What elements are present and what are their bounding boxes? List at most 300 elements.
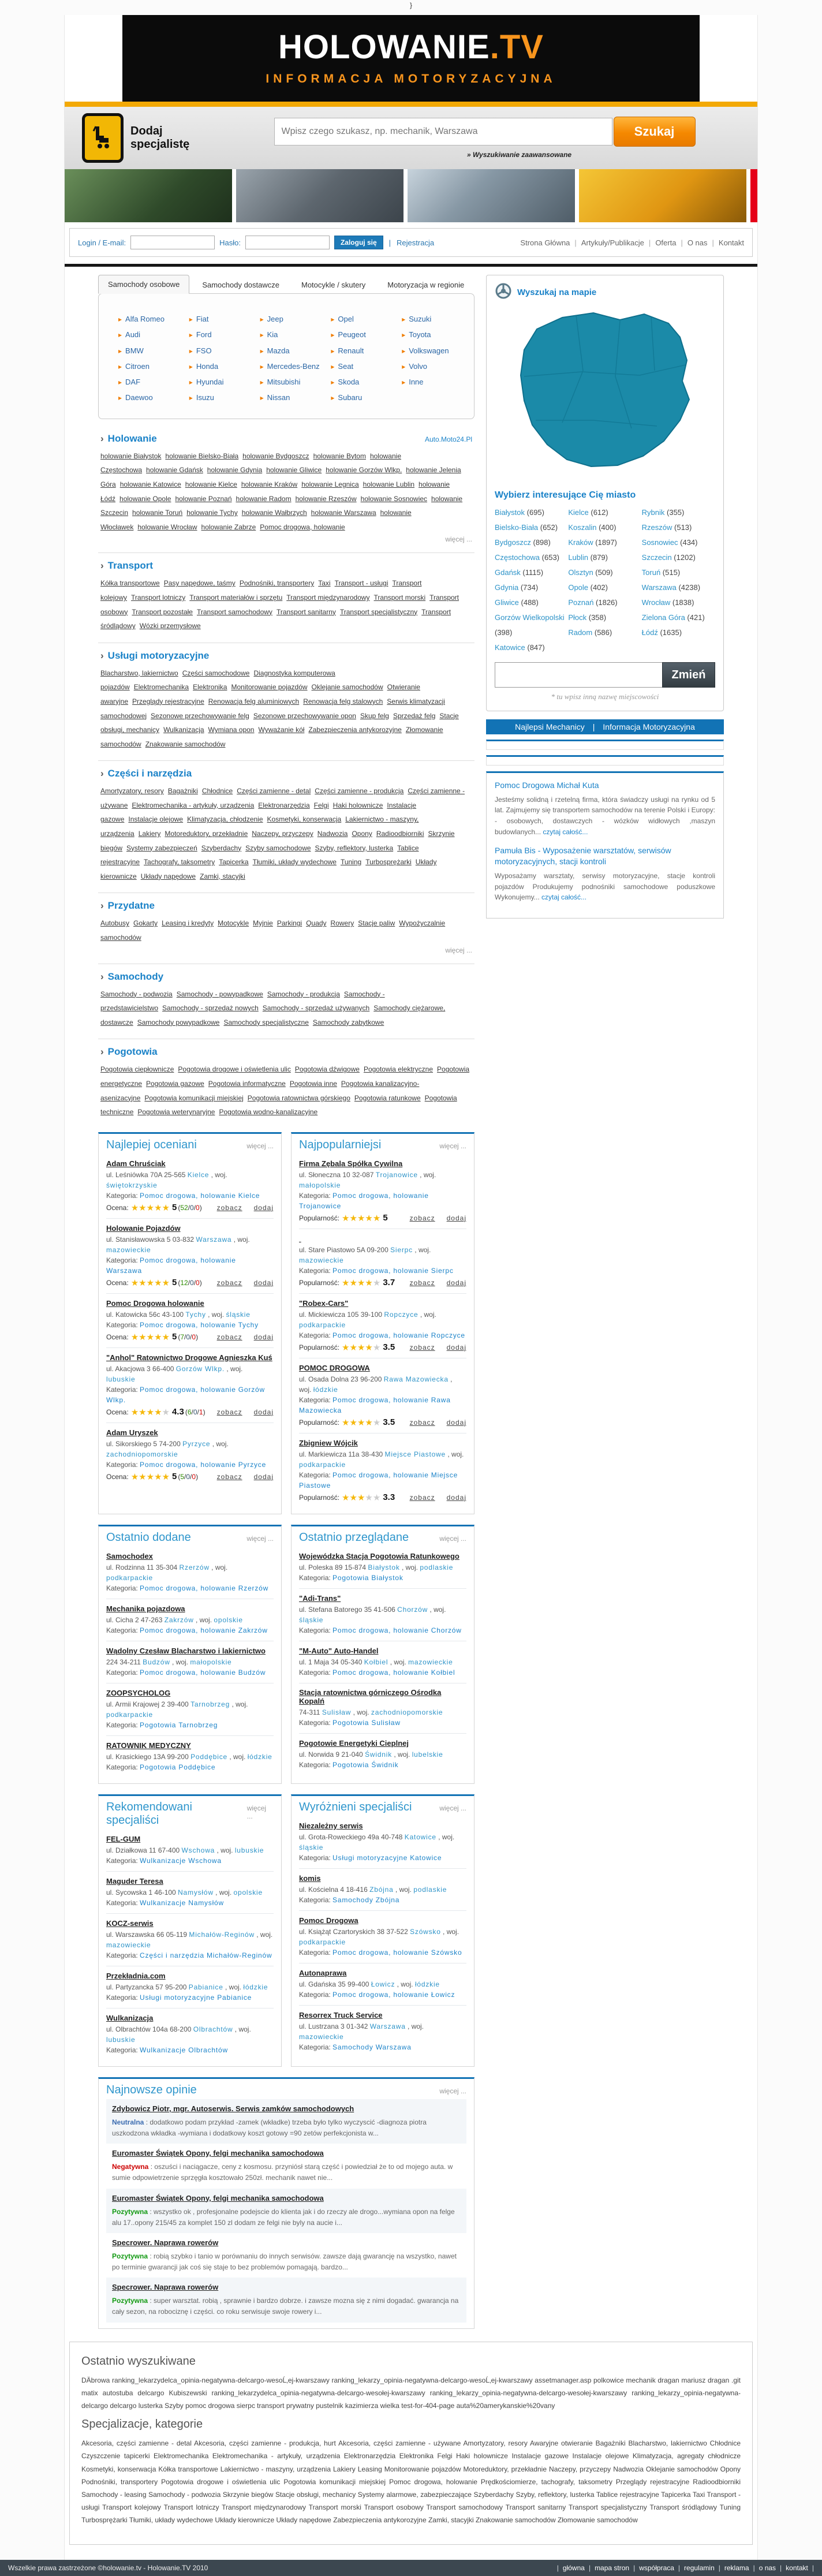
listing-region-link[interactable]: śląskie <box>226 1310 251 1319</box>
listing-name[interactable]: Firma Zębala Spółka Cywilna <box>299 1159 403 1168</box>
add-opinion-link[interactable]: dodaj <box>253 1472 274 1481</box>
listing-region-link[interactable]: mazowieckie <box>299 1256 344 1264</box>
city-link[interactable]: Gorzów Wielkopolski <box>495 613 565 622</box>
top-nav-link[interactable]: O nas <box>687 238 708 247</box>
view-link[interactable]: zobacz <box>409 1214 435 1222</box>
listing-region-link[interactable]: mazowieckie <box>106 1245 151 1254</box>
brand-item[interactable] <box>331 390 393 405</box>
listing-category-link[interactable]: Pomoc drogowa, holowanie Tychy <box>140 1320 259 1329</box>
brand-link[interactable]: Renault <box>338 346 364 355</box>
add-opinion-link[interactable]: dodaj <box>446 1418 466 1427</box>
listing-region-link[interactable]: śląskie <box>299 1615 324 1624</box>
section-link[interactable]: Pogotowia inne <box>289 1080 337 1088</box>
listing-region-link[interactable]: lubuskie <box>106 2035 136 2044</box>
section-link[interactable]: Parkingi <box>277 919 302 928</box>
city-link[interactable]: Kraków <box>568 538 593 547</box>
section-link[interactable]: holowanie Wrocław <box>137 522 197 531</box>
listing-category-link[interactable]: Pogotowia Tarnobrzeg <box>140 1720 218 1729</box>
listing-city-link[interactable]: Katowice <box>404 1832 436 1841</box>
section-link[interactable]: Pomoc drogowa, holowanie <box>260 522 345 531</box>
listing-city-link[interactable]: Rawa Mazowiecka <box>383 1375 449 1383</box>
section-link[interactable]: Pogotowia komunikacji miejskiej <box>144 1093 244 1102</box>
listing-city-link[interactable]: Tychy <box>185 1310 206 1319</box>
section-link[interactable]: Elektromechanika - artykuły, urządzenia <box>132 801 255 809</box>
top-nav-link[interactable]: Strona Główna <box>520 238 570 247</box>
section-link[interactable]: Samochody - powypadkowe <box>176 990 263 998</box>
section-link[interactable]: holowanie Toruń <box>132 509 183 517</box>
add-opinion-link[interactable]: dodaj <box>446 1214 466 1222</box>
add-opinion-link[interactable]: dodaj <box>446 1278 466 1287</box>
listing-region-link[interactable]: lubuskie <box>106 1375 136 1383</box>
section-link[interactable]: Tłumiki, układy wydechowe <box>252 858 337 867</box>
listing-name[interactable]: ZOOPSYCHOLOG <box>106 1688 171 1697</box>
section-link[interactable]: Transport materiałów i sprzętu <box>189 593 283 602</box>
listing-name[interactable]: Stacja ratownictwa górniczego Ośrodka Kopalń <box>299 1688 442 1705</box>
section-link[interactable]: Myjnie <box>253 919 273 928</box>
brand-link[interactable]: BMW <box>125 346 144 355</box>
listing-name[interactable]: Zbigniew Wójcik <box>299 1438 358 1447</box>
add-opinion-link[interactable]: dodaj <box>446 1493 466 1502</box>
section-link[interactable]: Części zamienne - produkcja <box>315 787 404 796</box>
add-opinion-link[interactable]: dodaj <box>253 1408 274 1416</box>
brand-item[interactable] <box>189 343 251 359</box>
listing-name[interactable]: Holowanie Pojazdów <box>106 1223 181 1233</box>
section-link[interactable]: Leasing i kredyty <box>162 919 214 928</box>
more-link[interactable]: więcej ... <box>439 1534 466 1543</box>
section-link[interactable]: Systemy zabezpieczeń <box>126 843 197 852</box>
listing-category-link[interactable]: Wulkanizacje Olbrachtów <box>140 2045 228 2054</box>
section-link[interactable]: Kółka transportowe <box>100 579 160 588</box>
section-link[interactable]: Motoreduktory, przekładnie <box>165 830 248 838</box>
listing-region-link[interactable]: podlaskie <box>413 1885 447 1894</box>
brand-link[interactable]: Honda <box>196 361 219 371</box>
listing-city-link[interactable]: Szówsko <box>410 1927 441 1936</box>
listing-category-link[interactable]: Pomoc drogowa, holowanie Miejsce Piastowe <box>299 1470 458 1489</box>
brand-link[interactable]: Opel <box>338 315 354 323</box>
section-link[interactable]: holowanie Szczecin <box>100 494 463 517</box>
section-link[interactable]: holowanie Gdynia <box>207 466 263 475</box>
brand-item[interactable] <box>402 311 464 327</box>
listing-city-link[interactable]: Łowicz <box>371 1980 395 1988</box>
listing-category-link[interactable]: Pomoc drogowa, holowanie Zakrzów <box>140 1626 268 1634</box>
section-link[interactable]: holowanie Gorzów Wlkp. <box>326 466 402 475</box>
section-link[interactable]: holowanie Kraków <box>241 480 298 488</box>
section-link[interactable]: Radioodbiorniki <box>376 830 424 838</box>
listing-region-link[interactable]: lubelskie <box>412 1750 443 1759</box>
section-link[interactable]: Klimatyzacja, chłodzenie <box>187 815 263 824</box>
tab-2[interactable]: Samochody dostawcze <box>202 281 279 289</box>
section-link[interactable]: Opony <box>352 830 372 838</box>
brand-item[interactable] <box>118 359 180 374</box>
opinion-company-link[interactable]: Euromaster Świątek Opony, felgi mechanika samochodowa <box>112 2193 324 2202</box>
listing-region-link[interactable]: podkarpackie <box>299 1937 346 1946</box>
opinion-company-link[interactable]: Specrower. Naprawa rowerów <box>112 2238 219 2247</box>
brand-link[interactable]: Volvo <box>409 361 428 371</box>
listing-region-link[interactable]: świętokrzyskie <box>106 1181 158 1189</box>
city-link[interactable]: Warszawa <box>641 583 677 592</box>
section-link[interactable]: Części zamienne - używane <box>100 787 465 809</box>
top-nav-link[interactable]: Oferta <box>655 238 677 247</box>
city-link[interactable]: Koszalin <box>568 523 597 532</box>
section-link[interactable]: holowanie Włocławek <box>100 509 412 531</box>
section-link[interactable]: Pogotowia kanalizacyjno-asenizacyjne <box>100 1080 420 1102</box>
section-link[interactable]: holowanie Zabrze <box>201 522 256 531</box>
section-link[interactable]: Transport lotniczy <box>131 593 186 602</box>
more-link[interactable]: więcej ... <box>246 1804 267 1820</box>
view-link[interactable]: zobacz <box>409 1278 435 1287</box>
section-link[interactable]: Znakowanie samochodów <box>145 740 226 748</box>
brand-link[interactable]: Seat <box>338 361 354 371</box>
section-link[interactable]: Samochody - podwozia <box>100 990 173 998</box>
section-link[interactable]: Transport kolejowy <box>100 579 422 602</box>
listing-region-link[interactable]: mazowieckie <box>299 2032 344 2041</box>
article-title[interactable]: Pomoc Drogowa Michał Kuta <box>495 781 599 790</box>
listing-region-link[interactable]: podkarpackie <box>299 1320 346 1329</box>
opinion-company-link[interactable]: Zdybowicz Piotr, mgr. Autoserwis. Serwis zamków samochodowych <box>112 2104 354 2113</box>
listing-city-link[interactable]: Olbrachtów <box>193 2025 233 2033</box>
section-link[interactable]: Sezonowe przechowywanie opon <box>253 711 356 720</box>
brand-link[interactable]: Alfa Romeo <box>125 315 165 323</box>
section-link[interactable]: Bagażniki <box>167 787 198 796</box>
section-link[interactable]: Quady <box>306 919 327 928</box>
section-link[interactable]: Amortyzatory, resory <box>100 787 164 796</box>
section-link[interactable]: Nadwozia <box>317 830 348 838</box>
section-link[interactable]: holowanie Gdańsk <box>146 466 203 475</box>
brand-link[interactable]: Ford <box>196 330 212 339</box>
section-link[interactable]: Sprzedaż felg <box>393 711 436 720</box>
section-link[interactable]: Części samochodowe <box>182 669 250 677</box>
city-link[interactable]: Gdynia <box>495 583 519 592</box>
listing-name[interactable]: komis <box>299 1873 321 1883</box>
brand-link[interactable]: Fiat <box>196 315 209 323</box>
brand-link[interactable]: Isuzu <box>196 393 214 402</box>
section-link[interactable]: Samochody powypadkowe <box>137 1018 220 1026</box>
brand-link[interactable]: Citroen <box>125 361 150 371</box>
listing-region-link[interactable]: małopolskie <box>190 1657 232 1666</box>
section-link[interactable]: Transport pozostałe <box>132 607 193 616</box>
listing-region-link[interactable]: podlaskie <box>420 1563 454 1571</box>
brand-link[interactable]: FSO <box>196 346 212 355</box>
section-title[interactable]: Holowanie <box>107 432 157 444</box>
listing-city-link[interactable]: Białystok <box>368 1563 400 1571</box>
brand-item[interactable] <box>118 343 180 359</box>
city-link[interactable]: Poznań <box>568 598 594 607</box>
listing-name[interactable]: KOCZ-serwis <box>106 1918 154 1928</box>
listing-name[interactable]: "M-Auto" Auto-Handel <box>299 1646 379 1655</box>
tab-3[interactable]: Motocykle / skutery <box>301 281 366 289</box>
city-link[interactable]: Rzeszów <box>641 523 672 532</box>
section-link[interactable]: Przeglądy rejestracyjne <box>132 697 204 705</box>
listing-category-link[interactable]: Pomoc drogowa, holowanie Warszawa <box>106 1256 236 1275</box>
section-link[interactable]: holowanie Bielsko-Biała <box>165 451 239 460</box>
listing-category-link[interactable]: Pomoc drogowa, holowanie Kołbiel <box>332 1668 455 1677</box>
listing-region-link[interactable]: opolskie <box>233 1888 263 1896</box>
section-link[interactable]: holowanie Kielce <box>185 480 237 488</box>
section-link[interactable]: Wypożyczalnie samochodów <box>100 919 446 942</box>
view-link[interactable]: zobacz <box>409 1493 435 1502</box>
listing-category-link[interactable]: Usługi motoryzacyjne Katowice <box>332 1853 442 1862</box>
article-title[interactable]: Pamuła Bis - Wyposażenie warsztatów, serwisów motoryzacyjnych, stacji kontroli <box>495 846 671 867</box>
listing-city-link[interactable]: Miejsce Piastowe <box>384 1450 446 1458</box>
tab-4[interactable]: Motoryzacja w regionie <box>387 281 465 289</box>
section-link[interactable]: Haki holownicze <box>332 801 383 809</box>
section-link[interactable]: Pogotowia drogowe i oświetlenia ulic <box>178 1065 291 1074</box>
listing-category-link[interactable]: Pomoc drogowa, holowanie Gorzów Wlkp. <box>106 1385 265 1404</box>
section-link[interactable]: Samochody - przedstawicielstwo <box>100 990 385 1013</box>
section-link[interactable]: holowanie Warszawa <box>311 509 376 517</box>
section-link[interactable]: Złomowanie samochodów <box>100 726 443 748</box>
poland-map[interactable] <box>495 307 715 483</box>
listing-city-link[interactable]: Kielce <box>187 1170 210 1179</box>
listing-category-link[interactable]: Pogotowia Białystok <box>332 1573 403 1582</box>
section-link[interactable]: holowanie Jelenia Góra <box>100 466 461 488</box>
listing-category-link[interactable]: Części i narzędzia Michałów-Reginów <box>140 1951 272 1959</box>
brand-link[interactable]: Subaru <box>338 393 363 402</box>
add-specialist-button[interactable] <box>82 113 229 163</box>
section-link[interactable]: Tuning <box>340 858 362 867</box>
listing-name[interactable]: Wojewódzka Stacja Pogotowia Ratunkowego <box>299 1551 459 1560</box>
section-link[interactable]: Wymiana opon <box>208 726 255 734</box>
city-link[interactable]: Szczecin <box>641 553 672 562</box>
brand-link[interactable]: Suzuki <box>409 315 432 323</box>
section-link[interactable]: Kosmetyki, konserwacja <box>267 815 342 824</box>
view-link[interactable]: zobacz <box>409 1418 435 1427</box>
section-link[interactable]: Pogotowia elektryczne <box>363 1065 434 1074</box>
listing-city-link[interactable]: Zbójna <box>369 1885 394 1894</box>
section-link[interactable]: Pogotowia dźwigowe <box>294 1065 360 1074</box>
opinion-company-link[interactable]: Specrower. Naprawa rowerów <box>112 2283 219 2292</box>
more-link[interactable]: więcej ... <box>246 1141 274 1150</box>
city-link[interactable]: Olsztyn <box>568 568 593 577</box>
section-link[interactable]: Transport morski <box>373 593 426 602</box>
section-link[interactable]: holowanie Lublin <box>363 480 415 488</box>
brand-item[interactable] <box>260 359 322 374</box>
site-logo[interactable] <box>278 28 544 66</box>
section-link[interactable]: Instalacje olejowe <box>128 815 184 824</box>
brand-item[interactable] <box>331 311 393 327</box>
city-link[interactable]: Lublin <box>568 553 589 562</box>
section-link[interactable]: Wulkanizacja <box>163 726 204 734</box>
listing-city-link[interactable]: Pabianice <box>188 1983 223 1991</box>
section-link[interactable]: holowanie Bytom <box>313 451 366 460</box>
listing-name[interactable]: Przekładnia.com <box>106 1971 166 1980</box>
footer-link[interactable]: główna <box>562 2563 585 2572</box>
listing-name[interactable] <box>299 1234 301 1243</box>
section-link[interactable]: Transport międzynarodowy <box>286 593 370 602</box>
listing-category-link[interactable]: Pomoc drogowa, holowanie Łowicz <box>332 1990 455 1999</box>
read-more-link[interactable]: czytaj całość... <box>541 893 587 902</box>
section-link[interactable]: Tablice rejestracyjne <box>100 843 419 867</box>
listing-category-link[interactable]: Pomoc drogowa, holowanie Rawa Mazowiecka <box>299 1395 451 1414</box>
footer-link[interactable]: regulamin <box>684 2563 715 2572</box>
section-link[interactable]: Autobusy <box>100 919 130 928</box>
view-link[interactable]: zobacz <box>216 1203 242 1212</box>
section-title[interactable]: Usługi motoryzacyjne <box>107 649 210 661</box>
listing-city-link[interactable]: Sulisław <box>322 1708 352 1716</box>
more-link[interactable]: więcej ... <box>246 1534 274 1543</box>
listing-region-link[interactable]: mazowieckie <box>408 1657 453 1666</box>
more-link[interactable]: więcej ... <box>445 946 472 954</box>
city-link[interactable]: Płock <box>568 613 587 622</box>
section-link[interactable]: Samochody zabytkowe <box>312 1018 384 1026</box>
section-link[interactable]: Pogotowia wodno-kanalizacyjne <box>219 1108 318 1117</box>
listing-region-link[interactable]: śląskie <box>299 1843 324 1851</box>
section-link[interactable]: Pasy napędowe, taśmy <box>163 579 236 588</box>
listing-city-link[interactable]: Świdnik <box>365 1750 393 1759</box>
listing-category-link[interactable]: Pogotowia Świdnik <box>332 1760 399 1769</box>
section-link[interactable]: holowanie Częstochowa <box>100 451 401 475</box>
brand-item[interactable] <box>260 374 322 390</box>
listing-category-link[interactable]: Pomoc drogowa, holowanie Budzów <box>140 1668 266 1677</box>
section-link[interactable]: Samochody - sprzedaż używanych <box>262 1004 370 1013</box>
section-link[interactable]: Lakiery <box>138 830 161 838</box>
listing-city-link[interactable]: Zakrzów <box>164 1615 194 1624</box>
section-link[interactable]: Otwieranie awaryjne <box>100 683 420 705</box>
section-link[interactable]: Sezonowe przechowywanie felg <box>151 711 249 720</box>
section-link[interactable]: Transport specjalistyczny <box>339 607 418 616</box>
section-link[interactable]: Rowery <box>330 919 354 928</box>
listing-name[interactable]: "Robex-Cars" <box>299 1298 349 1308</box>
section-link[interactable]: Samochody ciężarowe, dostawcze <box>100 1004 446 1026</box>
section-link[interactable]: Pogotowia energetyczne <box>100 1065 470 1088</box>
section-link[interactable]: Elektronarzędzia <box>258 801 310 809</box>
footer-link[interactable]: reklama <box>724 2563 749 2572</box>
section-link[interactable]: Szyberdachy <box>201 843 242 852</box>
section-link[interactable]: Lakiernictwo - maszyny, urządzenia <box>100 815 419 838</box>
section-link[interactable]: Naczepy, przyczepy <box>252 830 313 838</box>
add-opinion-link[interactable]: dodaj <box>253 1203 274 1212</box>
listing-name[interactable]: Adam Uryszek <box>106 1428 158 1437</box>
section-link[interactable]: Felgi <box>313 801 329 809</box>
section-link[interactable]: Stacje obsługi, mechanicy <box>100 711 459 734</box>
listing-category-link[interactable]: Pomoc drogowa, holowanie Ropczyce <box>332 1331 465 1339</box>
listing-region-link[interactable]: łódzkie <box>313 1385 338 1394</box>
section-link[interactable]: Motocykle <box>218 919 249 928</box>
listing-region-link[interactable]: opolskie <box>214 1615 243 1624</box>
section-link[interactable]: holowanie Bydgoszcz <box>242 451 309 460</box>
city-link[interactable]: Łódź <box>641 628 658 637</box>
city-link[interactable]: Bielsko-Biała <box>495 523 539 532</box>
brand-link[interactable]: Jeep <box>267 315 283 323</box>
section-link[interactable]: Renowacja felg aluminiowych <box>208 697 300 705</box>
section-title[interactable]: Samochody <box>107 970 164 982</box>
listing-name[interactable]: Resorrex Truck Service <box>299 2010 383 2019</box>
listing-category-link[interactable]: Wulkanizacje Namysłów <box>140 1898 224 1907</box>
search-button[interactable]: Szukaj <box>614 117 696 147</box>
listing-region-link[interactable]: lubuskie <box>234 1846 264 1854</box>
listing-city-link[interactable]: Trojanowice <box>375 1170 418 1179</box>
brand-link[interactable]: Toyota <box>409 330 431 339</box>
footer-link[interactable]: współpraca <box>639 2563 674 2572</box>
listing-region-link[interactable]: łódzkie <box>247 1752 272 1761</box>
brand-item[interactable] <box>260 327 322 342</box>
brand-link[interactable]: Audi <box>125 330 141 339</box>
section-link[interactable]: Gokarty <box>133 919 158 928</box>
section-link[interactable]: Oklejanie samochodów <box>311 683 383 692</box>
section-link[interactable]: holowanie Katowice <box>119 480 181 488</box>
listing-city-link[interactable]: Warszawa <box>196 1235 232 1244</box>
section-link[interactable]: Skup felg <box>360 711 389 720</box>
section-link[interactable]: Układy kierownicze <box>100 858 437 880</box>
section-link[interactable]: Pogotowia gazowe <box>146 1080 204 1088</box>
section-link[interactable]: holowanie Wałbrzych <box>241 509 307 517</box>
brand-item[interactable] <box>402 374 464 390</box>
listing-city-link[interactable]: Chorzów <box>397 1605 428 1614</box>
brand-item[interactable] <box>402 359 464 374</box>
listing-name[interactable]: Niezależny serwis <box>299 1821 363 1830</box>
section-link[interactable]: Renowacja felg stalowych <box>303 697 383 705</box>
listing-region-link[interactable]: mazowieckie <box>106 1940 151 1949</box>
section-link[interactable]: Taxi <box>318 579 331 588</box>
brand-item[interactable] <box>402 343 464 359</box>
section-link[interactable]: Elektromechanika <box>133 683 189 692</box>
section-link[interactable]: Pogotowia ciepłownicze <box>100 1065 174 1074</box>
read-more-link[interactable]: czytaj całość... <box>543 827 588 836</box>
brand-link[interactable]: Inne <box>409 378 424 387</box>
section-link[interactable]: Transport samochodowy <box>196 607 272 616</box>
section-link[interactable]: Skrzynie biegów <box>100 830 455 852</box>
listing-name[interactable]: "Adi-Trans" <box>299 1593 341 1603</box>
section-link[interactable]: holowanie Białystok <box>100 451 162 460</box>
section-link[interactable]: Wózki przemysłowe <box>139 622 201 630</box>
section-link[interactable]: Układy napędowe <box>140 872 196 880</box>
section-link[interactable]: holowanie Gliwice <box>266 466 322 475</box>
city-link[interactable]: Częstochowa <box>495 553 540 562</box>
listing-category-link[interactable]: Pomoc drogowa, holowanie Szówsko <box>332 1948 462 1957</box>
city-link[interactable]: Kielce <box>568 508 589 517</box>
section-link[interactable]: holowanie Sosnowiec <box>360 494 428 503</box>
listing-name[interactable]: Wądolny Czesław Blacharstwo i lakiernictwo <box>106 1646 266 1655</box>
listing-category-link[interactable]: Samochody Warszawa <box>332 2043 412 2051</box>
brand-item[interactable] <box>331 327 393 342</box>
city-link[interactable]: Katowice <box>495 643 525 652</box>
listing-city-link[interactable]: Tarnobrzeg <box>190 1700 230 1708</box>
city-link[interactable]: Radom <box>568 628 593 637</box>
section-link[interactable]: Szyby samochodowe <box>245 843 311 852</box>
opinion-company-link[interactable]: Euromaster Świątek Opony, felgi mechanika samochodowa <box>112 2149 324 2158</box>
listing-city-link[interactable]: Michałów-Reginów <box>189 1930 255 1939</box>
brand-item[interactable] <box>331 374 393 390</box>
listing-category-link[interactable]: Pomoc drogowa, holowanie Chorzów <box>332 1626 462 1634</box>
city-link[interactable]: Wrocław <box>641 598 671 607</box>
section-link[interactable]: Transport osobowy <box>100 593 459 616</box>
brand-item[interactable] <box>260 311 322 327</box>
brand-item[interactable] <box>189 390 251 405</box>
brand-item[interactable] <box>189 311 251 327</box>
listing-city-link[interactable]: Poddębice <box>190 1752 228 1761</box>
section-link[interactable]: Elektronika <box>193 683 227 692</box>
brand-item[interactable] <box>260 343 322 359</box>
section-link[interactable]: Transport śródlądowy <box>100 607 451 630</box>
city-input[interactable] <box>495 662 663 688</box>
section-link[interactable]: Diagnostyka komputerowa pojazdów <box>100 669 335 692</box>
listing-category-link[interactable]: Pomoc drogowa, holowanie Rzerzów <box>140 1584 269 1592</box>
brand-item[interactable] <box>331 343 393 359</box>
city-link[interactable]: Sosnowiec <box>641 538 678 547</box>
section-link[interactable]: Pogotowia techniczne <box>100 1093 457 1117</box>
city-link[interactable]: Zielona Góra <box>641 613 685 622</box>
login-button[interactable]: Zaloguj się <box>334 236 383 249</box>
section-link[interactable]: Instalacje gazowe <box>100 801 417 824</box>
section-link[interactable]: Pogotowia weterynaryjne <box>137 1108 215 1117</box>
section-link[interactable]: holowanie Rzeszów <box>295 494 357 503</box>
listing-city-link[interactable]: Ropczyce <box>384 1310 419 1319</box>
add-opinion-link[interactable]: dodaj <box>253 1278 274 1287</box>
brand-item[interactable] <box>331 359 393 374</box>
brand-item[interactable] <box>118 374 180 390</box>
brand-item[interactable] <box>118 327 180 342</box>
section-link[interactable]: Transport sanitarny <box>276 607 336 616</box>
